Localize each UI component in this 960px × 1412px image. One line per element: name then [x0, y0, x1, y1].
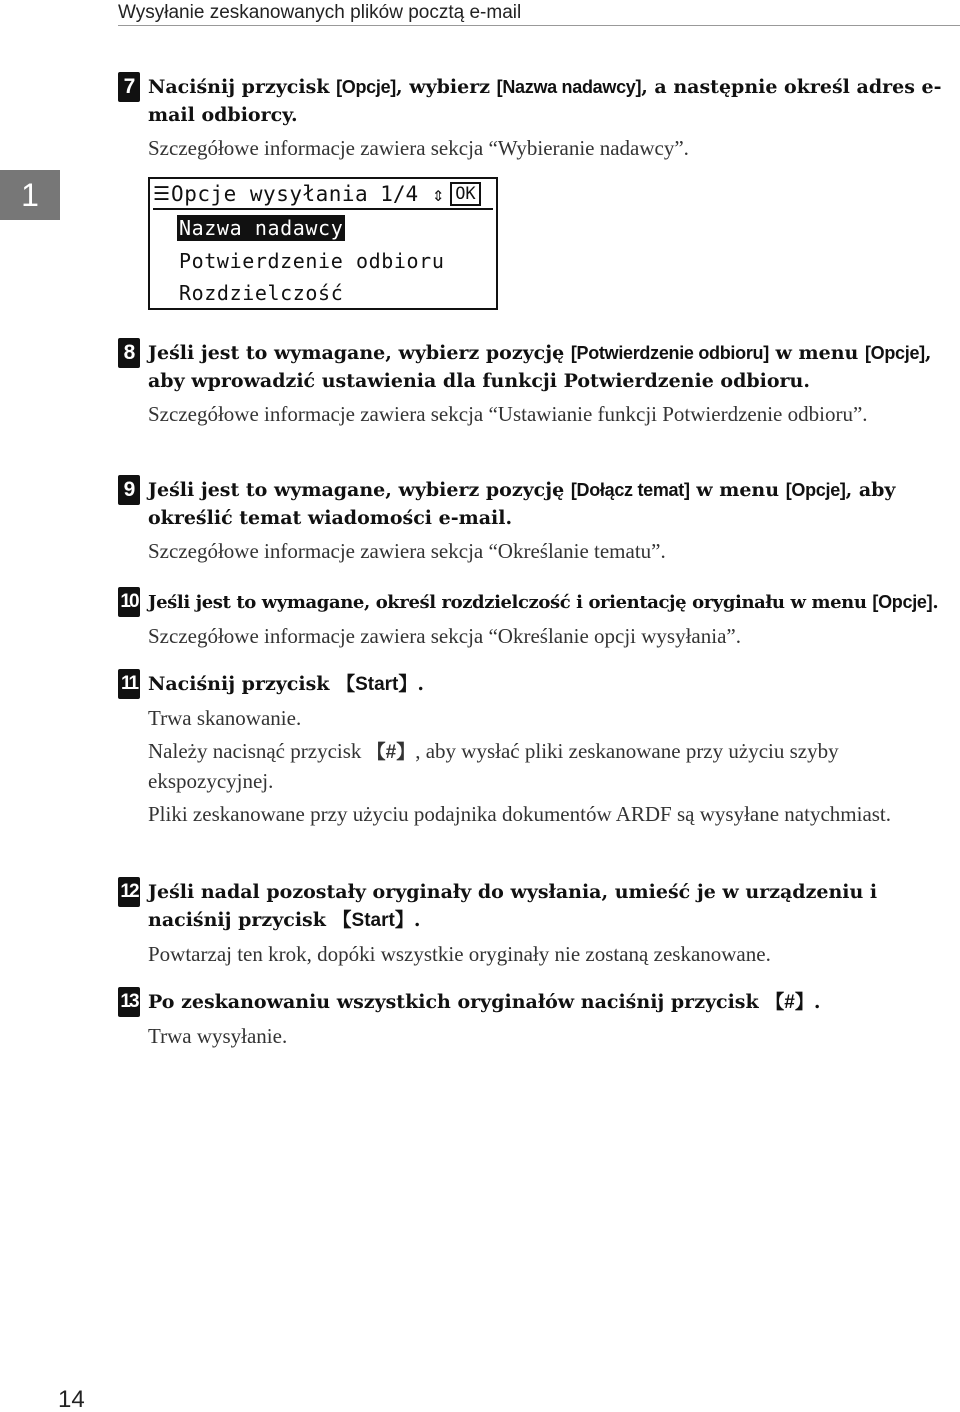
key-label-opcje: [Opcje] — [336, 77, 396, 97]
step-description: Powtarzaj ten krok, dopóki wszystkie oryginały nie zostaną zeskanowane. — [148, 942, 771, 966]
step-description: Szczegółowe informacje zawiera sekcja “Określanie opcji wysyłania”. — [148, 624, 741, 648]
step-content — [148, 476, 948, 565]
step-content — [148, 73, 948, 162]
lcd-menu-item-potwierdzenie-odbioru[interactable]: Potwierdzenie odbioru — [179, 249, 445, 273]
step-instruction: Jeśli jest to wymagane, wybierz pozycję [Potwierdzenie odbioru] w menu [Opcje], aby wprowadzić ustawienia dla funkcji Potwierdzenie odbioru. — [148, 342, 932, 392]
lcd-panel — [148, 177, 498, 310]
step-content — [148, 339, 948, 428]
step-number-marker: 13 — [118, 987, 140, 1017]
lcd-menu-item-nazwa-nadawcy[interactable]: Nazwa nadawcy — [179, 216, 344, 240]
lcd-divider — [153, 208, 493, 210]
step-description: Pliki zeskanowane przy użyciu podajnika dokumentów ARDF są wysyłane natychmiast. — [148, 802, 892, 826]
lcd-title: Opcje wysyłania — [171, 182, 369, 206]
list-menu-icon: ☰ — [153, 183, 171, 205]
step-instruction: Po zeskanowaniu wszystkich oryginałów naciśnij przycisk 【#】. — [148, 991, 821, 1013]
step-description: Trwa skanowanie. — [148, 706, 302, 730]
key-label-opcje: [Opcje] — [785, 480, 846, 500]
key-label-opcje: [Opcje] — [872, 592, 933, 612]
step-instruction: Jeśli jest to wymagane, wybierz pozycję [Dołącz temat] w menu [Opcje], aby określić temat wiadomości e-mail. — [148, 479, 896, 529]
step-number-marker: 9 — [118, 475, 140, 505]
step-description: Szczegółowe informacje zawiera sekcja “Wybieranie nadawcy”. — [148, 136, 689, 160]
step-number-marker: 12 — [118, 877, 140, 907]
step-description: Trwa wysyłanie. — [148, 1024, 288, 1048]
hard-key-start: 【Start】 — [332, 910, 414, 931]
step-instruction: Jeśli nadal pozostały oryginały do wysłania, umieść je w urządzeniu i naciśnij przycisk 【Start】. — [148, 881, 878, 931]
step-number-marker: 10 — [118, 587, 140, 617]
step-description: Szczegółowe informacje zawiera sekcja “Określanie tematu”. — [148, 539, 666, 563]
step-number-marker: 8 — [118, 338, 140, 368]
step-instruction: Naciśnij przycisk 【Start】. — [148, 673, 424, 695]
step-content — [148, 588, 948, 650]
key-label-opcje: [Opcje] — [864, 343, 925, 363]
lcd-ok-button[interactable]: OK — [450, 182, 480, 206]
step-content — [148, 670, 948, 828]
hard-key-hash: 【#】 — [366, 742, 416, 763]
step-number-marker: 11 — [118, 669, 140, 699]
step-instruction: Naciśnij przycisk [Opcje], wybierz [Nazwa nadawcy], a następnie określ adres e-mail odbiorcy. — [148, 76, 942, 126]
step-description: Należy nacisnąć przycisk 【#】, aby wysłać pliki zeskanowane przy użyciu szyby ekspozycyjnej. — [148, 739, 839, 793]
key-label-nazwa-nadawcy: [Nazwa nadawcy] — [496, 77, 642, 97]
step-description: Szczegółowe informacje zawiera sekcja “Ustawianie funkcji Potwierdzenie odbioru”. — [148, 402, 868, 426]
step-instruction: Jeśli jest to wymagane, określ rozdzielczość i orientację oryginału w menu [Opcje]. — [148, 592, 939, 613]
step-content — [148, 988, 948, 1050]
lcd-menu-item-rozdzielczosc[interactable]: Rozdzielczość — [179, 281, 344, 305]
step-number-marker: 7 — [118, 72, 140, 102]
running-header: Wysyłanie zeskanowanych plików pocztą e-mail — [118, 2, 522, 23]
hard-key-hash: 【#】 — [765, 992, 814, 1013]
hard-key-start: 【Start】 — [336, 674, 418, 695]
page-number: 14 — [58, 1386, 85, 1412]
lcd-title-bar — [153, 181, 493, 207]
up-down-arrow-icon: ⇕ — [432, 182, 445, 206]
step-content — [148, 878, 948, 968]
key-label-potwierdzenie-odbioru: [Potwierdzenie odbioru] — [570, 343, 769, 363]
key-label-dolacz-temat: [Dołącz temat] — [570, 480, 690, 500]
chapter-tab: 1 — [0, 170, 60, 220]
header-rule — [118, 25, 960, 26]
lcd-page-indicator: 1/4 — [380, 182, 419, 206]
